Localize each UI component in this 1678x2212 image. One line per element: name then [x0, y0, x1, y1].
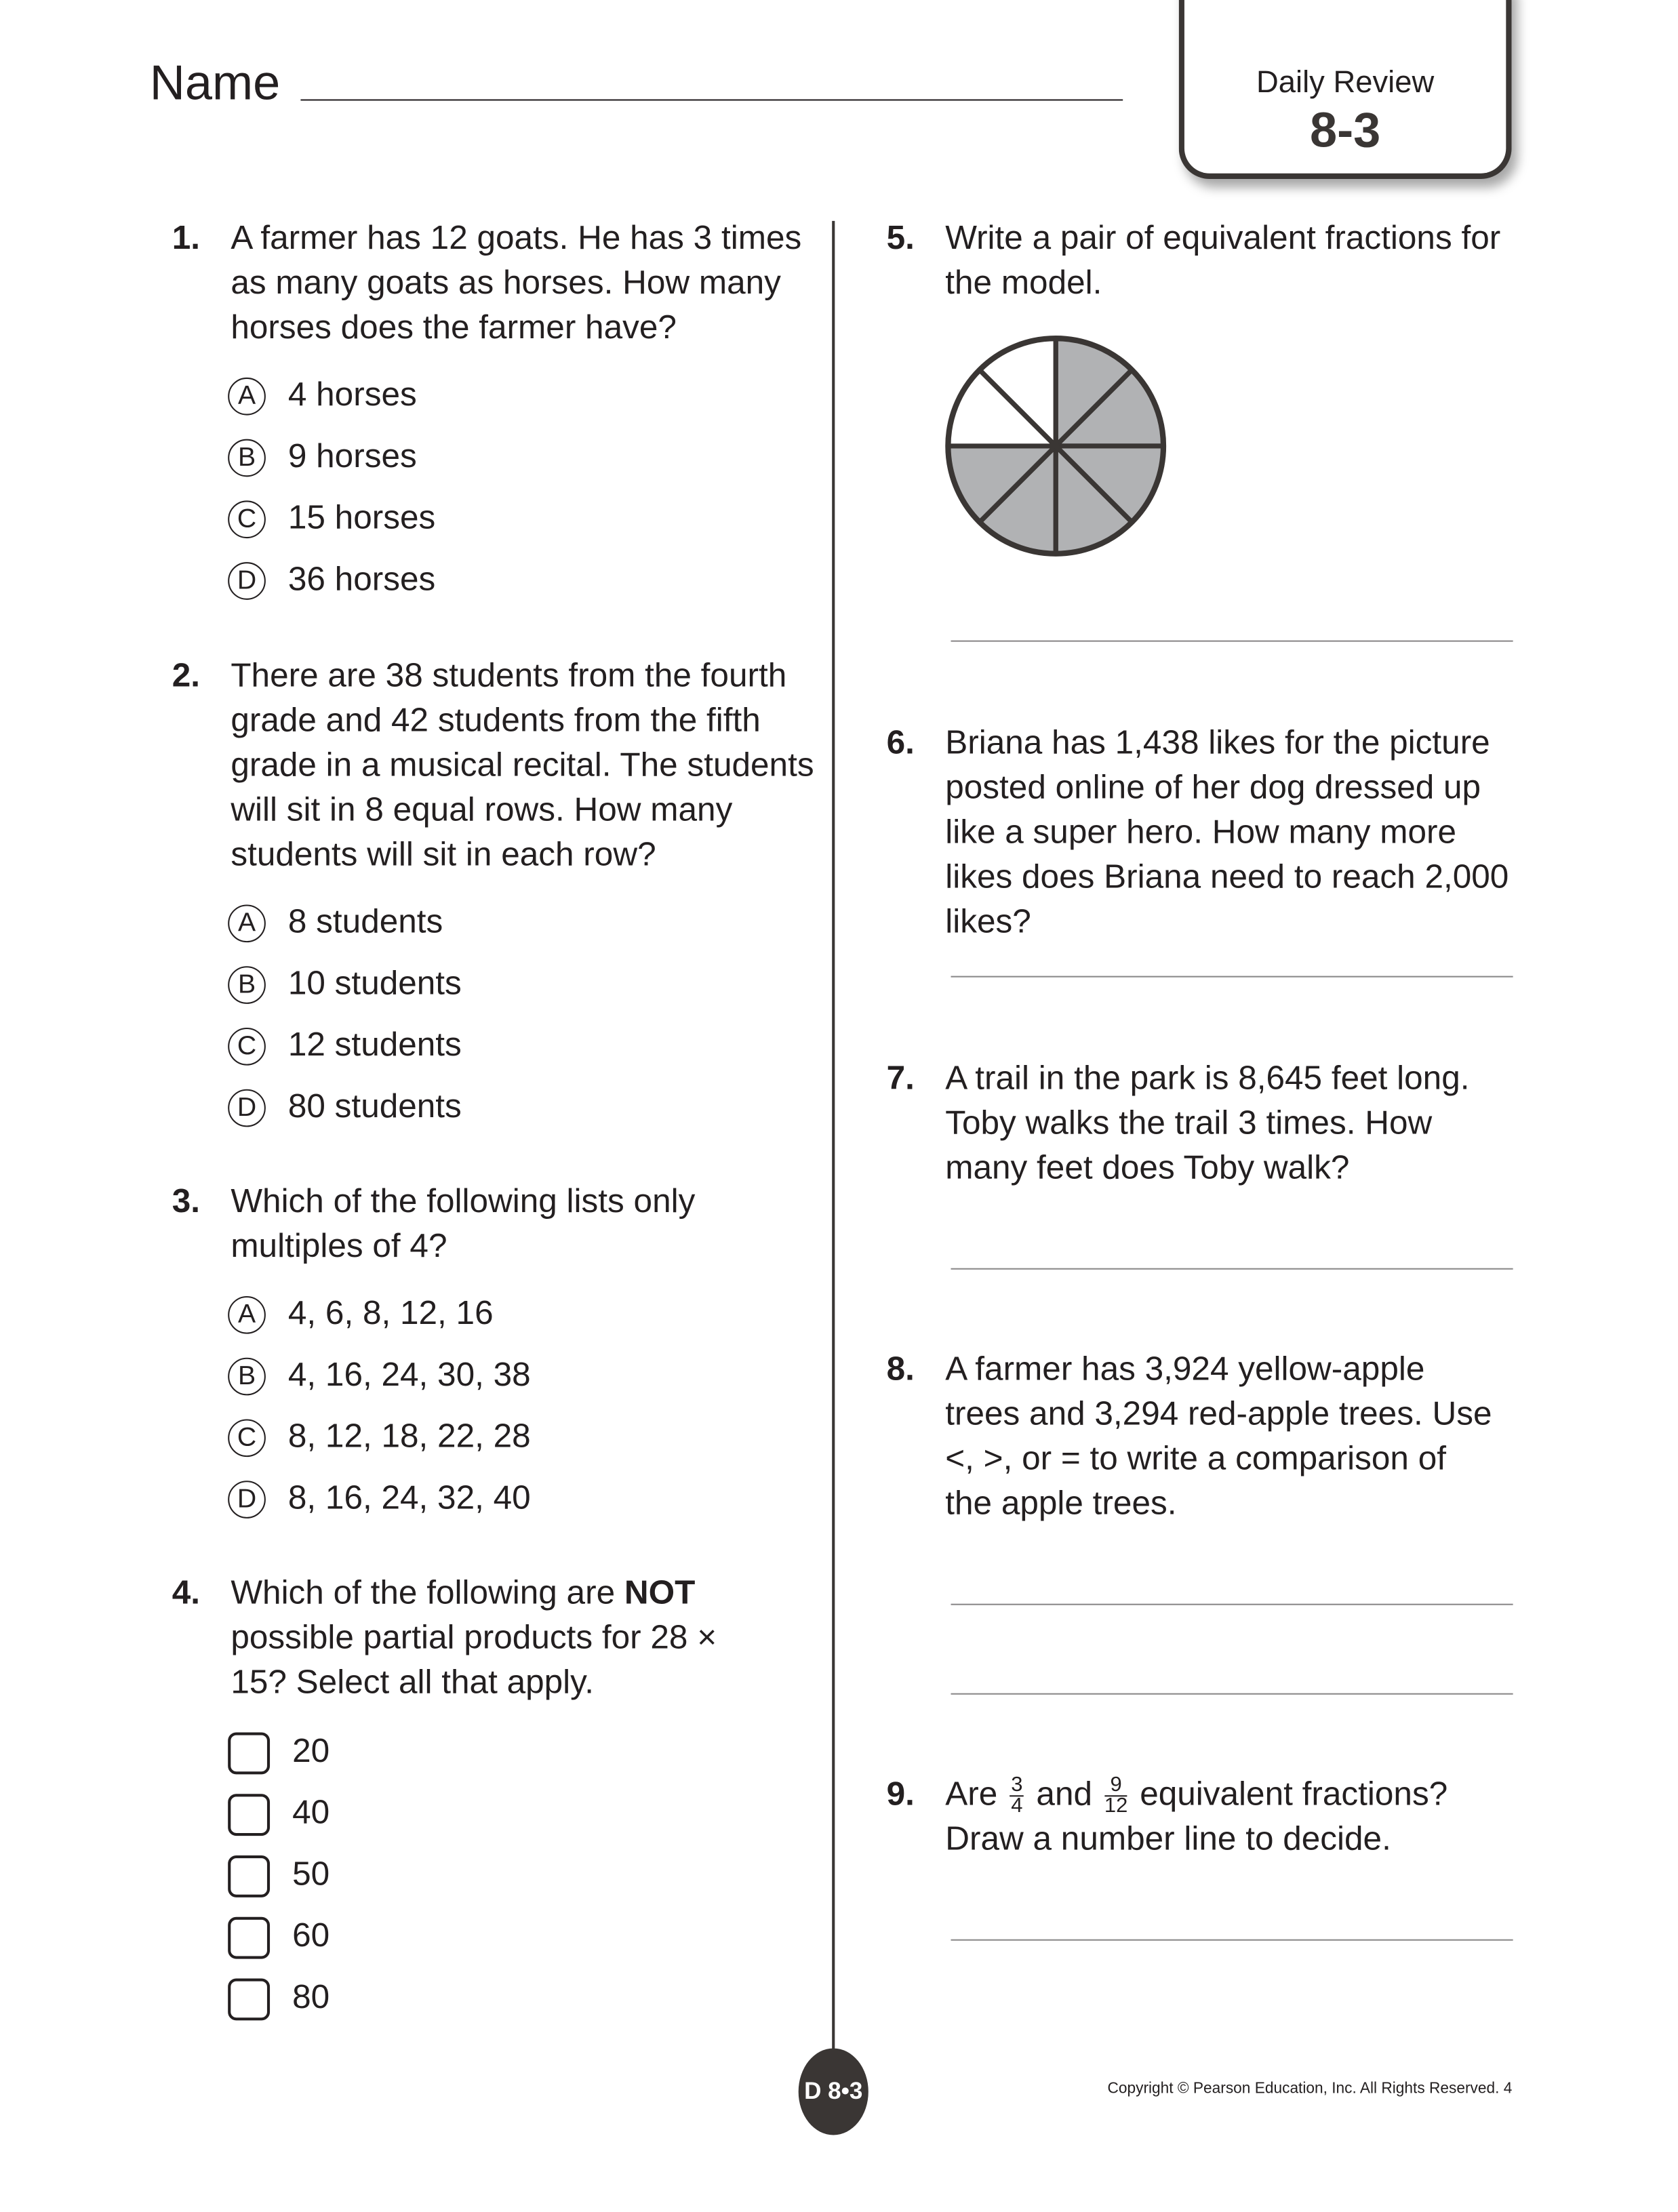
checkbox-option[interactable] [228, 1792, 329, 1834]
question-number: 6. [886, 724, 915, 763]
numerator: 9 [1104, 1776, 1127, 1797]
question-number: 1. [172, 219, 200, 258]
copyright-text: Copyright © Pearson Education, Inc. All Rights Reserved. 4 [1107, 2080, 1513, 2097]
answer-line[interactable] [951, 976, 1513, 978]
option-text: 10 students [287, 965, 462, 1003]
denominator: 4 [1011, 1794, 1023, 1818]
option-letter: A [228, 378, 266, 416]
question-text [945, 1773, 1532, 1862]
option-text: 36 horses [287, 561, 436, 599]
emphasis-not: NOT [624, 1574, 696, 1613]
option-d[interactable] [228, 1087, 462, 1129]
question-number: 4. [172, 1574, 200, 1613]
option-text: 4, 6, 8, 12, 16 [287, 1294, 494, 1333]
option-text: 8, 12, 18, 22, 28 [287, 1417, 531, 1456]
question-text: Write a pair of equivalent fractions for the model. [945, 219, 1501, 302]
checkbox-option[interactable] [228, 1916, 329, 1958]
option-letter: D [228, 562, 266, 600]
option-a[interactable] [228, 375, 417, 417]
question-number: 8. [886, 1350, 915, 1389]
question-text: There are 38 students from the fourth grade and 42 students from the fifth grade in a musical recital. The students will sit in 8 equal rows. How many students will sit in each row? [231, 657, 814, 874]
option-text: 15 horses [287, 499, 436, 537]
question-number: 5. [886, 219, 915, 258]
answer-line[interactable] [951, 1604, 1513, 1605]
name-label: Name [149, 56, 281, 110]
option-a[interactable] [228, 902, 443, 944]
page-code-badge: D 8•3 [799, 2049, 868, 2135]
fraction-9-12 [1104, 1773, 1128, 1818]
option-letter: A [228, 905, 266, 943]
question-text: A farmer has 12 goats. He has 3 times as many goats as horses. How many horses does the farmer have? [231, 219, 802, 347]
option-b[interactable] [228, 1355, 530, 1397]
option-letter: B [228, 1358, 266, 1396]
option-b[interactable] [228, 437, 417, 479]
fraction-circle-model [942, 333, 1169, 559]
question-text: Briana has 1,438 likes for the picture posted online of her dog dressed up like a super hero. How many more likes does Briana need to reach 2,000 likes? [945, 724, 1509, 942]
option-text: 40 [292, 1794, 330, 1832]
option-c[interactable] [228, 1025, 462, 1067]
column-divider [832, 221, 835, 2053]
option-text: 9 horses [287, 437, 417, 476]
option-text: 80 students [287, 1087, 462, 1126]
question-number: 2. [172, 657, 200, 696]
option-letter: D [228, 1089, 266, 1127]
answer-line[interactable] [951, 1939, 1513, 1941]
text-part: Which of the following are [231, 1574, 624, 1613]
checkbox-option[interactable] [228, 1731, 329, 1773]
text-part: possible partial products for 28 × 15? Select all that apply. [231, 1619, 717, 1702]
question-text: A trail in the park is 8,645 feet long. Toby walks the trail 3 times. How many feet does Toby walk? [945, 1060, 1470, 1188]
answer-line[interactable] [951, 1268, 1513, 1270]
checkbox-option[interactable] [228, 1977, 329, 2019]
question-text: Which of the following lists only multiples of 4? [231, 1182, 696, 1266]
option-text: 4, 16, 24, 30, 38 [287, 1356, 531, 1394]
option-text: 8 students [287, 903, 443, 942]
text-part: equivalent fractions? Draw a number line to decide. [945, 1775, 1448, 1859]
option-c[interactable] [228, 498, 435, 540]
option-c[interactable] [228, 1416, 530, 1458]
checkbox-option[interactable] [228, 1854, 329, 1896]
option-text: 80 [292, 1978, 330, 2017]
question-text [231, 1571, 734, 1706]
option-letter: C [228, 1028, 266, 1066]
answer-line[interactable] [951, 641, 1513, 642]
name-field-line[interactable] [300, 99, 1123, 100]
option-letter: B [228, 967, 266, 1005]
option-d[interactable] [228, 559, 435, 601]
option-letter: C [228, 1420, 266, 1457]
option-text: 50 [292, 1855, 330, 1893]
option-a[interactable] [228, 1293, 493, 1335]
question-number: 3. [172, 1182, 200, 1221]
numerator: 3 [1010, 1776, 1024, 1797]
denominator: 12 [1104, 1794, 1128, 1818]
fraction-3-4 [1010, 1773, 1024, 1818]
option-letter: A [228, 1296, 266, 1334]
option-b[interactable] [228, 963, 462, 1005]
text-part: Are [945, 1775, 998, 1814]
question-number: 9. [886, 1775, 915, 1814]
daily-review-tab [1179, 0, 1512, 179]
option-letter: D [228, 1481, 266, 1519]
option-text: 20 [292, 1732, 330, 1771]
checkbox[interactable] [228, 1732, 270, 1774]
text-part: and [1036, 1775, 1093, 1814]
daily-review-title: Daily Review [1256, 64, 1435, 100]
option-letter: C [228, 501, 266, 539]
question-number: 7. [886, 1060, 915, 1098]
option-text: 4 horses [287, 376, 417, 414]
checkbox[interactable] [228, 1978, 270, 2020]
option-text: 60 [292, 1916, 330, 1955]
answer-line[interactable] [951, 1693, 1513, 1695]
option-text: 12 students [287, 1026, 462, 1064]
option-d[interactable] [228, 1478, 530, 1520]
option-letter: B [228, 439, 266, 477]
checkbox[interactable] [228, 1855, 270, 1897]
checkbox[interactable] [228, 1793, 270, 1835]
option-text: 8, 16, 24, 32, 40 [287, 1479, 531, 1517]
question-text: A farmer has 3,924 yellow-apple trees and 3,294 red-apple trees. Use <, >, or = to write a comparison of the apple trees. [945, 1350, 1492, 1523]
checkbox[interactable] [228, 1916, 270, 1958]
lesson-number: 8-3 [1309, 103, 1381, 159]
